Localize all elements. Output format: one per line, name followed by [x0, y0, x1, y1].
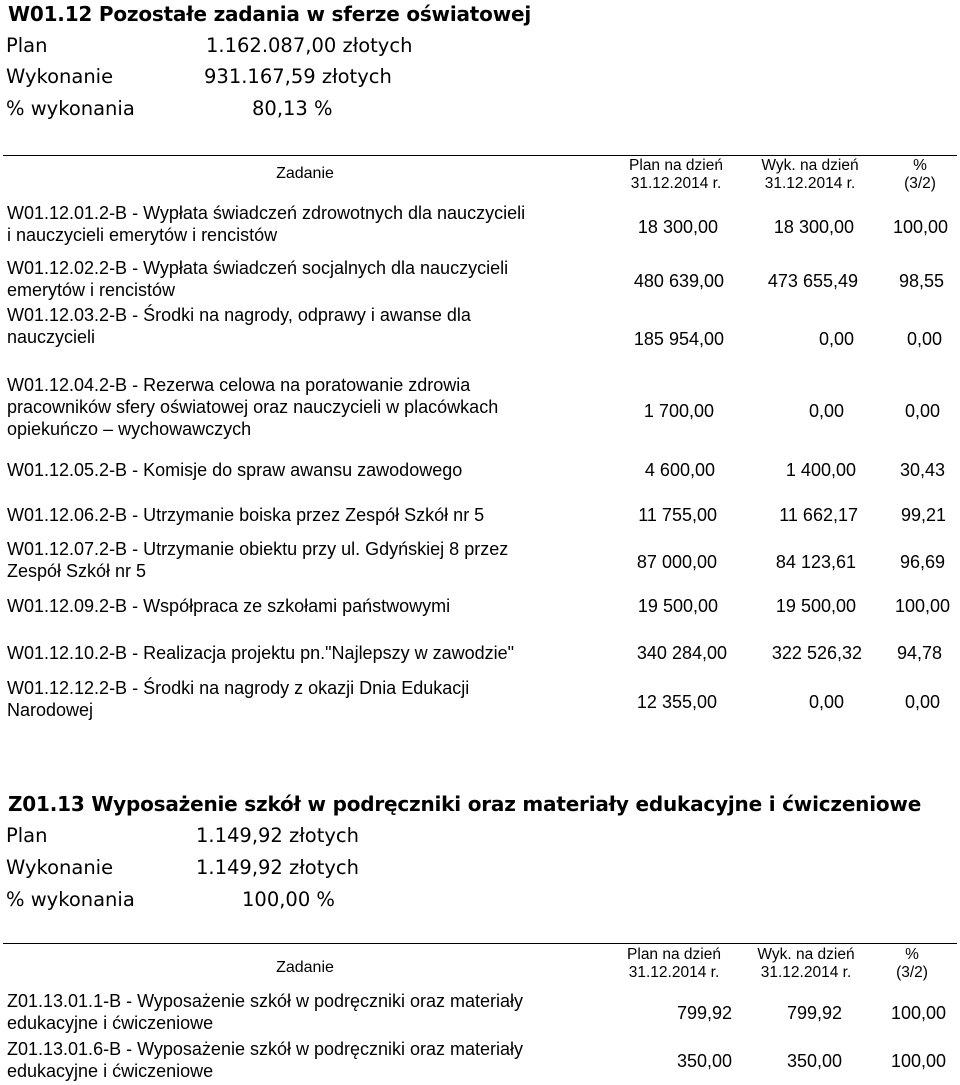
- header-plan-line1: Plan na dzień: [629, 157, 723, 174]
- row-desc-line2: Zespół Szkół nr 5: [7, 561, 147, 581]
- percent-value: 100,00 %: [242, 888, 335, 911]
- row-desc-line2: pracowników sfery oświatowej oraz nauczycieli w placówkach: [7, 397, 499, 417]
- row-plan: 340 284,00: [636, 643, 727, 663]
- percent-label: % wykonania: [6, 97, 135, 120]
- row-desc-line1: W01.12.09.2-B - Współpraca ze szkołami państwowymi: [7, 596, 451, 616]
- table-row: [7, 538, 607, 582]
- header-plan: [612, 157, 740, 193]
- execution-value: 1.149,92 złotych: [196, 856, 360, 879]
- header-execution: [744, 946, 868, 982]
- header-percent-line2: (3/2): [904, 175, 936, 192]
- row-percent: 0,00: [906, 329, 942, 349]
- table-top-rule: [3, 155, 957, 156]
- header-plan: [610, 946, 738, 982]
- row-desc-line3: opiekuńczo – wychowawczych: [7, 419, 252, 439]
- row-execution: 11 662,17: [779, 505, 858, 525]
- row-percent: 0,00: [904, 401, 940, 421]
- plan-label: Plan: [6, 824, 48, 847]
- row-desc-line1: Z01.13.01.6-B - Wyposażenie szkół w podręczniki oraz materiały: [7, 1039, 524, 1059]
- row-execution: 799,92: [786, 1003, 842, 1023]
- row-plan: 18 300,00: [637, 217, 718, 237]
- section-title: Z01.13 Wyposażenie szkół w podręczniki oraz materiały edukacyjne i ćwiczeniowe: [8, 792, 922, 816]
- table-row: [7, 459, 607, 481]
- row-plan: 1 700,00: [643, 401, 714, 421]
- row-execution: 0,00: [808, 692, 844, 712]
- row-desc-line1: W01.12.07.2-B - Utrzymanie obiektu przy ul. Gdyńskiej 8 przez: [7, 539, 509, 559]
- row-desc-line2: nauczycieli: [7, 327, 96, 347]
- row-plan: 480 639,00: [633, 271, 724, 291]
- header-execution: [748, 157, 872, 193]
- table-row: [7, 504, 607, 526]
- row-execution: 350,00: [786, 1051, 842, 1071]
- percent-label: % wykonania: [6, 888, 135, 911]
- row-plan: 185 954,00: [633, 329, 724, 349]
- table-row: [7, 595, 607, 617]
- row-execution: 18 300,00: [773, 217, 854, 237]
- header-plan-line2: 31.12.2014 r.: [628, 964, 720, 981]
- table-row: [7, 257, 607, 301]
- row-percent: 96,69: [899, 552, 945, 572]
- row-desc-line1: W01.12.03.2-B - Środki na nagrody, odprawy i awanse dla: [7, 305, 471, 325]
- plan-value: 1.149,92 złotych: [196, 824, 360, 847]
- row-percent: 0,00: [904, 692, 940, 712]
- table-row: [7, 1038, 607, 1082]
- row-desc-line2: i nauczycieli emerytów i rencistów: [7, 225, 278, 245]
- row-execution: 1 400,00: [785, 460, 856, 480]
- row-percent: 100,00: [894, 596, 950, 616]
- row-percent: 100,00: [892, 217, 948, 237]
- header-plan-line1: Plan na dzień: [627, 946, 721, 963]
- row-plan: 799,92: [676, 1003, 732, 1023]
- header-percent-line1: %: [913, 157, 927, 174]
- header-task: Zadanie: [276, 959, 334, 976]
- row-execution: 473 655,49: [767, 271, 858, 291]
- row-percent: 100,00: [890, 1003, 946, 1023]
- row-desc-line2: emerytów i rencistów: [7, 280, 176, 300]
- row-plan: 12 355,00: [636, 692, 717, 712]
- header-percent: [880, 157, 960, 193]
- row-percent: 98,55: [898, 271, 944, 291]
- row-desc-line1: Z01.13.01.1-B - Wyposażenie szkół w podręczniki oraz materiały: [7, 991, 524, 1011]
- table-top-rule: [3, 943, 957, 944]
- table-row: [7, 642, 617, 664]
- header-percent-line1: %: [905, 946, 919, 963]
- header-execution-line2: 31.12.2014 r.: [760, 964, 852, 981]
- row-desc-line2: edukacyjne i ćwiczeniowe: [7, 1013, 214, 1033]
- row-desc-line1: W01.12.05.2-B - Komisje do spraw awansu zawodowego: [7, 460, 463, 480]
- header-plan-line2: 31.12.2014 r.: [630, 175, 722, 192]
- table-row: [7, 677, 607, 721]
- header-percent: [872, 946, 952, 982]
- row-plan: 4 600,00: [644, 460, 715, 480]
- header-execution-line2: 31.12.2014 r.: [764, 175, 856, 192]
- row-execution: 0,00: [818, 329, 854, 349]
- percent-value: 80,13 %: [252, 97, 333, 120]
- header-task: Zadanie: [276, 165, 334, 182]
- row-percent: 100,00: [890, 1051, 946, 1071]
- header-execution-line1: Wyk. na dzień: [761, 157, 859, 174]
- header-execution-line1: Wyk. na dzień: [757, 946, 855, 963]
- row-desc-line1: W01.12.06.2-B - Utrzymanie boiska przez Zespół Szkół nr 5: [7, 505, 485, 525]
- row-desc-line1: W01.12.10.2-B - Realizacja projektu pn."Najlepszy w zawodzie": [7, 643, 515, 663]
- row-plan: 350,00: [676, 1051, 732, 1071]
- row-desc-line1: W01.12.04.2-B - Rezerwa celowa na poratowanie zdrowia: [7, 375, 471, 395]
- row-execution: 19 500,00: [775, 596, 856, 616]
- row-desc-line1: W01.12.02.2-B - Wypłata świadczeń socjalnych dla nauczycieli: [7, 258, 509, 278]
- row-desc-line2: edukacyjne i ćwiczeniowe: [7, 1061, 214, 1081]
- row-execution: 84 123,61: [775, 552, 856, 572]
- section-title: W01.12 Pozostałe zadania w sferze oświatowej: [8, 2, 531, 26]
- table-row: [7, 202, 607, 246]
- row-execution: 0,00: [808, 401, 844, 421]
- row-desc-line2: Narodowej: [7, 700, 94, 720]
- table-row: [7, 304, 607, 348]
- row-percent: 99,21: [900, 505, 946, 525]
- header-percent-line2: (3/2): [896, 964, 928, 981]
- row-plan: 11 755,00: [638, 505, 717, 525]
- plan-value: 1.162.087,00 złotych: [206, 34, 413, 57]
- row-percent: 94,78: [896, 643, 942, 663]
- row-plan: 19 500,00: [637, 596, 718, 616]
- execution-label: Wykonanie: [6, 856, 114, 879]
- plan-label: Plan: [6, 34, 48, 57]
- row-plan: 87 000,00: [636, 552, 717, 572]
- table-row: [7, 990, 607, 1034]
- execution-label: Wykonanie: [6, 65, 114, 88]
- row-execution: 322 526,32: [771, 643, 862, 663]
- row-percent: 30,43: [899, 460, 945, 480]
- row-desc-line1: W01.12.12.2-B - Środki na nagrody z okazji Dnia Edukacji: [7, 678, 470, 698]
- row-desc-line1: W01.12.01.2-B - Wypłata świadczeń zdrowotnych dla nauczycieli: [7, 203, 526, 223]
- execution-value: 931.167,59 złotych: [204, 65, 392, 88]
- table-row: [7, 374, 607, 440]
